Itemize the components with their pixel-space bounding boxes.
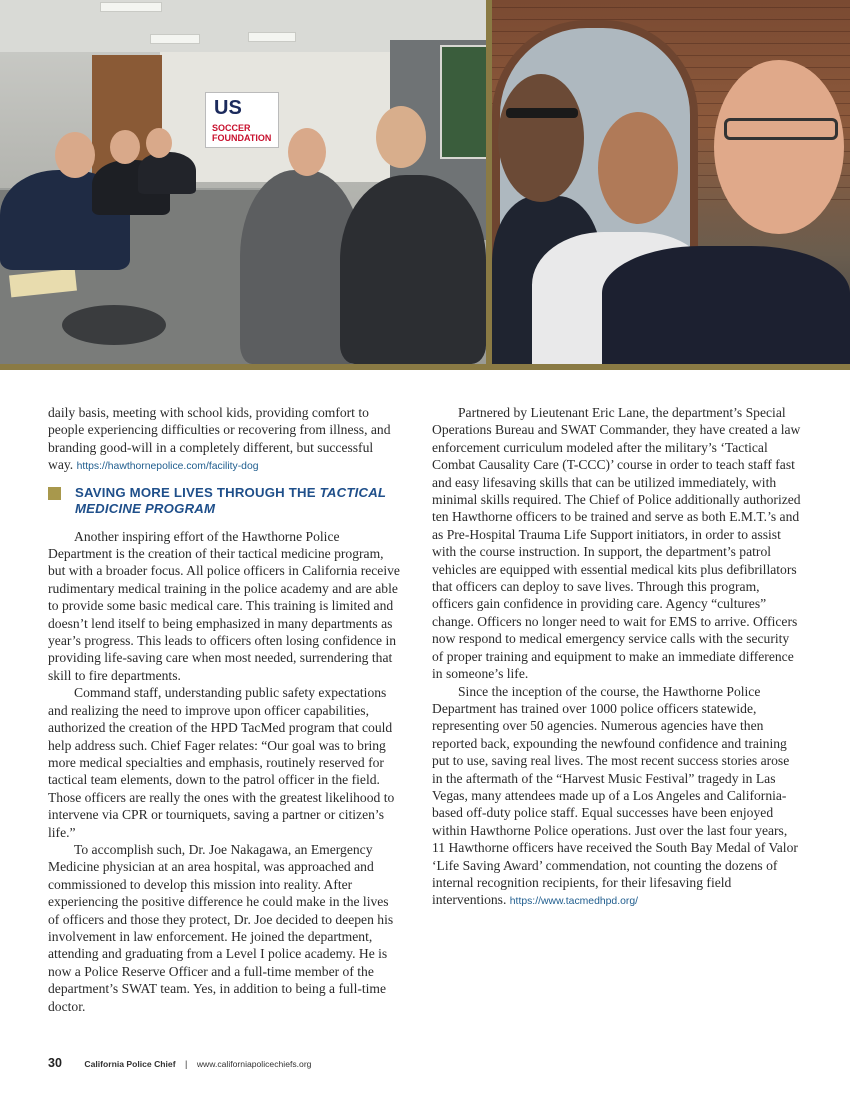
conference-phone	[62, 305, 166, 345]
officer-1-head	[498, 74, 584, 202]
photo-band	[0, 0, 850, 370]
article-column-left	[48, 404, 400, 1015]
meeting-room-photo	[0, 0, 486, 364]
section-heading	[48, 485, 400, 518]
section-heading-emphasis: TACTICAL MEDICINE PROGRAM	[75, 484, 386, 517]
ceiling-light	[248, 32, 296, 42]
person-3-head	[146, 128, 172, 158]
photo-bottom-rule	[0, 364, 850, 370]
ceiling-light	[150, 34, 200, 44]
section-heading-prefix: SAVING MORE LIVES THROUGH THE	[75, 484, 316, 500]
woman-head	[598, 112, 678, 224]
body-paragraph-with-link: Since the inception of the course, the Hawthorne Police Department has trained over 1000 police officers statewide, representing over 50 agencies. Numerous agencies have then reported back, expounding the newfound confidence and training put to use, saving real lives. The most recent success stories arose in the aftermath of the “Harvest Music Festival” tragedy in Las Vegas, many attendees made up of a Los Angeles and California-based off-duty police staff. Equal successes have been enjoyed within Hawthorne Police operations. Just over the last four years, 11 Hawthorne officers have received the South Bay Medal of Valor ‘Life Saving Award’ commendation, not counting the dozens of internal recognition recipients, for their lifesaving field interventions. https://www.tacmedhpd.org/	[432, 683, 798, 908]
us-soccer-foundation-sign	[205, 92, 279, 148]
ceiling-light	[100, 2, 162, 12]
page-number: 30	[48, 1056, 62, 1070]
intro-paragraph: daily basis, meeting with school kids, providing comfort to people experiencing difficulties or recovering from illness, and branding good-will in a completely different, but successful way. https://hawthornepolice.com/facility-dog	[48, 405, 391, 473]
page-footer	[48, 1054, 311, 1070]
person-5-head	[376, 106, 426, 168]
publication-name: California Police Chief	[84, 1059, 176, 1069]
facility-dog-link[interactable]: https://hawthornepolice.com/facility-dog	[76, 461, 259, 473]
sign-text-soccer: SOCCER FOUNDATION	[212, 123, 272, 143]
heading-square-marker	[48, 487, 61, 500]
eyeglasses	[724, 118, 838, 140]
officer-2-head	[714, 60, 844, 234]
officer-2-body	[602, 246, 850, 364]
body-paragraph: Another inspiring effort of the Hawthorne Police Department is the creation of their tactical medicine program, but with a broader focus. All police officers in California receive rudimentary medical training in the police academy and are able to provide some basic medical care. This training is limited and doesn’t lend itself to being emphasized in many departments as year’s progress. This leads to officers often losing confidence in providing life-saving care when most needed, surrendering that skill to fire departments.	[48, 528, 400, 683]
tacmed-link[interactable]: https://www.tacmedhpd.org/	[509, 896, 638, 908]
wall-poster	[440, 45, 486, 159]
person-5	[340, 175, 486, 364]
footer-separator: |	[185, 1059, 188, 1069]
selfie-photo	[492, 0, 850, 364]
person-4-head	[288, 128, 326, 176]
body-paragraph: To accomplish such, Dr. Joe Nakagawa, an Emergency Medicine physician at an area hospital, was approached and commissioned to develop this mission into reality. After experiencing the positive difference he could make in the lives of officers and those they protect, Dr. Joe decided to deepen his involvement in law enforcement. He joined the department, attending and graduating from a Level I police academy. He is now a Police Reserve Officer and a full-time member of the department’s SWAT team. Yes, in addition to being a full-time doctor.	[48, 841, 394, 1014]
sunglasses	[506, 108, 578, 118]
body-paragraph: Partnered by Lieutenant Eric Lane, the department’s Special Operations Bureau and SWAT Commander, they have created a law enforcement curriculum modeled after the military’s ‘Tactical Combat Causality Care (T-CCC)’ course in order to teach staff fast and easy lifesaving skills that can be utilized immediately, with minimal skills required. The Chief of Police additionally authorized ten Hawthorne officers to be trained and serve as both E.M.T.’s and as Pre-Hospital Trauma Life Support initiators, in order to assist with the course instruction. In support, the department’s patrol vehicles are equipped with essential medical kits plus defibrillators that officers can deploy to save lives. Through this program, officers gain confidence in providing care. Agency “cultures” change. Officers no longer need to wait for EMS to arrive. Officers now respond to medical emergency service calls with the security of proper training and equipment to make an immediate difference in someone’s life.	[432, 405, 801, 682]
sign-text-us: US	[214, 97, 242, 119]
body-paragraph: Command staff, understanding public safety expectations and realizing the need to improve upon officer capabilities, authorized the creation of the HPD TacMed program that could help address such. Chief Fager relates: “Our goal was to bring more medical specialties and emphasis, routinely reserved for tactical team elements, down to the patrol officer in the field. Those officers are really the ones with the greatest likelihood to intervene via CPR or tourniquets, saving a partner or citizen’s life.”	[48, 685, 395, 840]
publication-url[interactable]: www.californiapolicechiefs.org	[196, 1059, 312, 1069]
article-column-right	[432, 404, 802, 911]
person-1-head	[55, 132, 95, 178]
person-3	[138, 152, 196, 194]
person-2-head	[110, 130, 140, 164]
